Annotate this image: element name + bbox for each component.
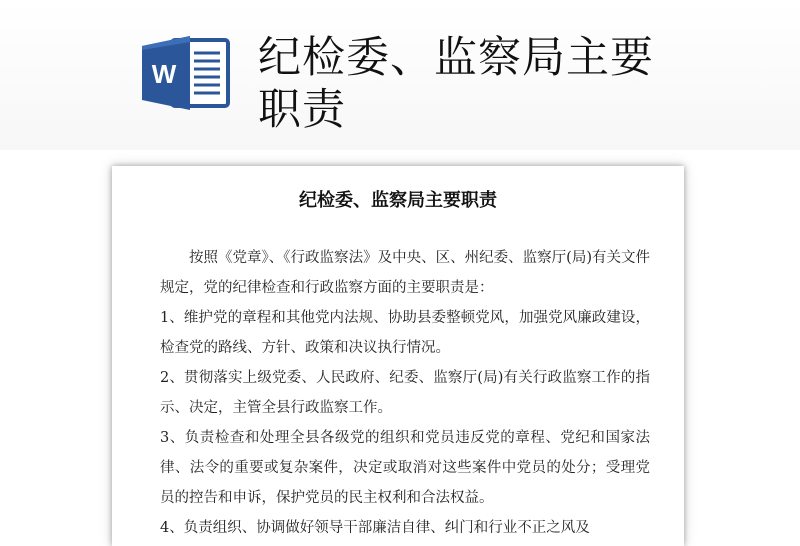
document-page: [112, 166, 684, 546]
header-title: 纪检委、监察局主要职责: [258, 33, 654, 135]
header-banner: [0, 0, 800, 150]
paragraph-item-4: 4、负责组织、协调做好领导干部廉洁自律、纠门和行业不正之风及: [160, 520, 590, 536]
paragraph-item-1: 1、维护党的章程和其他党内法规、协助县委整顿党风，加强党风廉政建设，检查党的路线、方针、政策和决议执行情况。: [160, 310, 650, 356]
word-icon-letter: W: [151, 59, 177, 89]
paragraph-intro: 按照《党章》、《行政监察法》及中央、区、州纪委、监察厅(局)有关文件规定，党的纪律检查和行政监察方面的主要职责是：: [160, 250, 650, 296]
document-body: [160, 243, 650, 543]
paragraph-item-2: 2、贯彻落实上级党委、人民政府、纪委、监察厅(局)有关行政监察工作的指示、决定，主管全县行政监察工作。: [160, 370, 650, 416]
document-title: 纪检委、监察局主要职责: [299, 190, 497, 211]
paragraph-item-3: 3、负责检查和处理全县各级党的组织和党员违反党的章程、党纪和国家法律、法令的重要或复杂案件，决定或取消对这些案件中党员的处分；受理党员的控告和申诉，保护党员的民主权利和合法权益。: [160, 430, 650, 506]
word-document-icon: [142, 36, 232, 110]
